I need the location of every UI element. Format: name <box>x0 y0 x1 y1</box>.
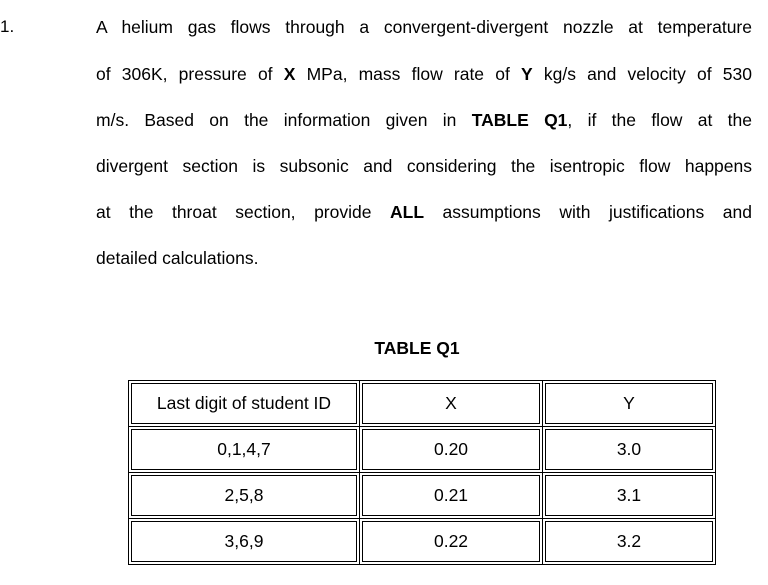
data-table <box>128 380 716 565</box>
question-text-segment: assumptions with justifications and <box>424 202 752 222</box>
table-cell-id-digits: 3,6,9 <box>129 519 360 565</box>
question-line-6 <box>96 247 752 269</box>
question-text-segment: at the throat section, provide <box>96 202 390 222</box>
question-line-4 <box>96 155 752 177</box>
table-cell-id-digits: 2,5,8 <box>129 473 360 519</box>
question-line-1 <box>96 16 752 38</box>
table-cell-y-value: 3.2 <box>543 519 716 565</box>
table-cell-id-digits: 0,1,4,7 <box>129 427 360 473</box>
question-text-segment: m/s. Based on the information given in <box>96 110 472 130</box>
question-text-segment: of 306K, pressure of <box>96 64 284 84</box>
table-row <box>129 427 716 473</box>
question-line-3 <box>96 109 752 131</box>
table-cell-y-value: 3.0 <box>543 427 716 473</box>
table-cell-x-value: 0.20 <box>360 427 543 473</box>
table-header-row <box>129 381 716 427</box>
question-text-segment: detailed calculations. <box>96 248 259 268</box>
table-row <box>129 473 716 519</box>
question-text-segment: A helium gas flows through a convergent-divergent nozzle at temperature <box>96 17 752 37</box>
table-cell-x-value: 0.22 <box>360 519 543 565</box>
question-line-2 <box>96 63 752 85</box>
table-cell-y-value: 3.1 <box>543 473 716 519</box>
question-number: 1. <box>0 17 15 36</box>
variable-x-label: X <box>283 64 296 84</box>
question-line-5 <box>96 201 752 223</box>
all-emphasis: ALL <box>390 202 425 222</box>
question-text-segment: kg/s and velocity of 530 <box>532 64 753 84</box>
table-row <box>129 519 716 565</box>
header-cell-y: Y <box>543 381 716 427</box>
table-cell-x-value: 0.21 <box>360 473 543 519</box>
table-title: TABLE Q1 <box>374 338 460 358</box>
header-cell-x: X <box>360 381 543 427</box>
question-text-segment: MPa, mass flow rate of <box>295 64 521 84</box>
question-text-segment: divergent section is subsonic and considering the isentropic flow happens <box>96 156 752 176</box>
header-cell-student-id: Last digit of student ID <box>129 381 360 427</box>
question-text-segment: , if the flow at the <box>567 110 752 130</box>
table-reference: TABLE Q1 <box>471 110 568 130</box>
variable-y-label: Y <box>521 64 533 84</box>
